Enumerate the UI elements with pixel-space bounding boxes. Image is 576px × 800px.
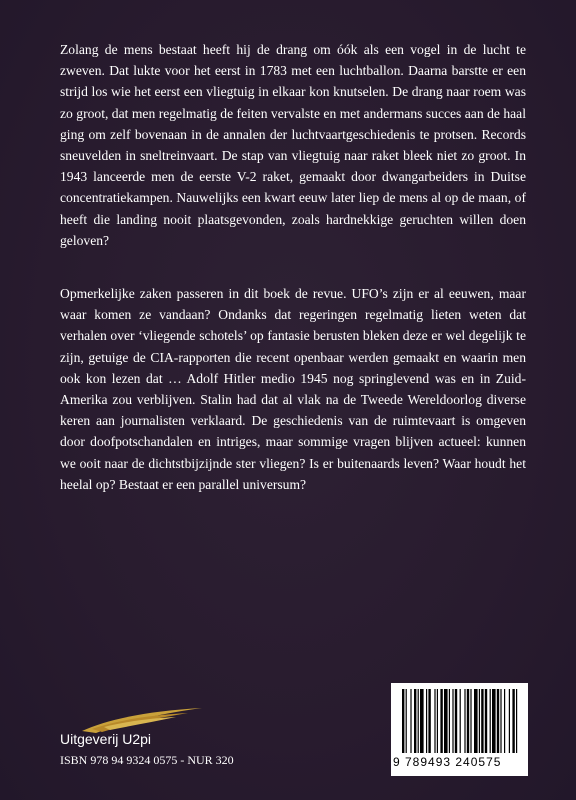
barcode-bar [492, 689, 496, 753]
barcode-bar [490, 689, 491, 753]
barcode-bar [444, 689, 448, 753]
publisher-logo [60, 705, 260, 755]
barcode-bar [455, 689, 457, 753]
barcode-bar [464, 689, 465, 753]
barcode-bar [479, 689, 480, 753]
barcode-bar [516, 689, 517, 753]
barcode-bar [410, 689, 411, 753]
barcode-digits: 9 789493 240575 [393, 755, 502, 769]
barcode-bar [414, 689, 416, 753]
blurb-paragraph-2: Opmerkelijke zaken passeren in dit boek de revue. UFO’s zijn er al eeuwen, maar waar komen ze vandaan? Ondanks dat regeringen regelmatig lieten weten dat verhalen over ‘vliegende schotels’ op fantasie berusten bleken deze er wel degelijk te zijn, getuige de CIA-rapporten die recent openbaar werden gemaakt en waarin men ook kon lezen dat … Adolf Hitler medio 1945 nog springlevend was en in Zuid-Amerika zou verblijven. Stalin had dat al vlak na de Tweede Wereldoorlog diverse keren aan journalisten verklaard. De geschiedenis van de ruimtevaart is omgeven door doofpotschandalen en intriges, maar sommige vragen blijven actueel: kunnen we ooit naar de dichtstbijzijnde ster vliegen? Is er buitenaards leven? Waar houdt het heelal op? Bestaat er een parallel universum? [60, 286, 526, 492]
barcode-bar [420, 689, 424, 753]
barcode-bar [418, 689, 419, 753]
barcode-bar [512, 689, 514, 753]
barcode-bar [434, 689, 435, 753]
isbn-nur-line: ISBN 978 94 9324 0575 - NUR 320 [60, 753, 234, 767]
barcode-bar [497, 689, 499, 753]
barcode-bar [440, 689, 442, 753]
barcode-bar [402, 689, 404, 753]
barcode-bar [428, 689, 430, 753]
barcode-bar [452, 689, 453, 753]
publisher-name: Uitgeverij U2pi [60, 731, 152, 747]
barcode-bar [437, 689, 438, 753]
barcode-bar [460, 689, 461, 753]
barcode-bar [509, 689, 510, 753]
barcode-bar [504, 689, 505, 753]
blurb-paragraph-1: Zolang de mens bestaat heeft hij de drang om óók als een vogel in de lucht te zweven. Dat lukte voor het eerst in 1783 met een luchtballon. Daarna barstte er een strijd los wie het eerst een vliegtuig in elkaar kon knutselen. De drang naar roem was zo groot, dat men regelmatig de feiten vervalste en met andermans succes aan de haal ging om zelf bovenaan in de annalen der luchtvaartgeschiedenis te protsen. Records sneuvelden in sneltreinvaart. De stap van vliegtuig naar raket bleek niet zo groot. In 1943 lanceerde men de eerste V-2 raket, gemaakt door dwangarbeiders in Duitse concentratiekampen. Nauwelijks een kwart eeuw later liep de mens al op de maan, of heeft die landing nooit plaatsgevonden, zoals hardnekkige geruchten willen doen geloven? [60, 42, 526, 248]
barcode-bar [481, 689, 483, 753]
barcode-bar [467, 689, 469, 753]
barcode [391, 683, 528, 776]
barcode-bar [449, 689, 450, 753]
barcode-bar [485, 689, 487, 753]
barcode-bar [426, 689, 427, 753]
barcode-bar [406, 689, 407, 753]
barcode-bar [470, 689, 471, 753]
barcode-bar [474, 689, 478, 753]
barcode-bars [401, 689, 521, 757]
barcode-bar [500, 689, 501, 753]
